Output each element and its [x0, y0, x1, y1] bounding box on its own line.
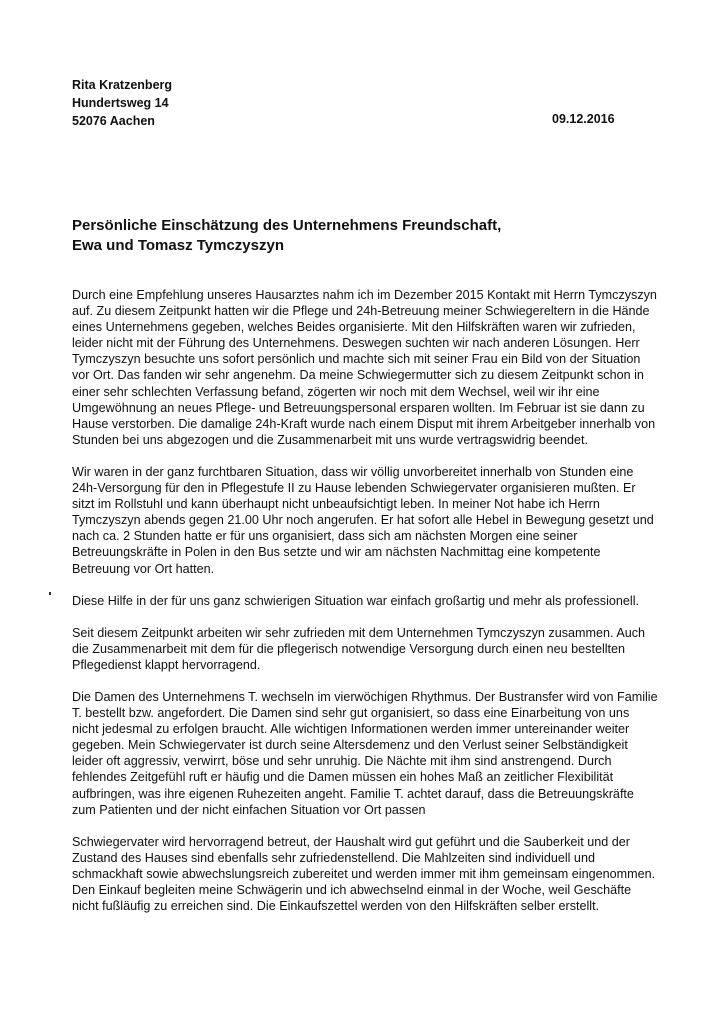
letter-subject: [72, 216, 672, 256]
sender-name: Rita Kratzenberg: [72, 78, 173, 92]
subject-line-2: Ewa und Tomasz Tymczyszyn: [72, 237, 284, 254]
letter-date: 09.12.2016: [552, 112, 615, 126]
sender-city: 52076 Aachen: [72, 114, 155, 128]
body-paragraph-4: Seit diesem Zeitpunkt arbeiten wir sehr zufrieden mit dem Unternehmen Tymczyszyn zusammen. Auch die Zusammenarbeit mit dem für die pflegerisch notwendige Versorgung durch einen neu bestellten Pflegedienst klappt hervorragend.: [72, 625, 646, 672]
body-paragraph-1: Durch eine Empfehlung unseres Hausarztes nahm ich im Dezember 2015 Kontakt mit Herrn Tymczyszyn auf. Zu diesem Zeitpunkt hatten wir die Pflege und 24h-Betreuung meiner Schwiegereltern in die Hände eines Unternehmens gegeben, welches Beides organisierte. Mit den Hilfskräften waren wir zufrieden, leider nicht mit der Führung des Unternehmens. Deswegen suchten wir nach anderen Lösungen. Herr Tymczyszyn besuchte uns sofort persönlich und machte sich mit seiner Frau ein Bild von der Situation vor Ort. Das fanden wir sehr angenehm. Da meine Schwiegermutter sich zu diesem Zeitpunkt schon in einer sehr schlechten Verfassung befand, zögerten wir noch mit dem Wechsel, weil wir ihr eine Umgewöhnung an neues Pflege- und Betreuungspersonal ersparen wollten. Im Februar ist sie dann zu Hause verstorben. Die damalige 24h-Kraft wurde nach einem Disput mit ihrem Arbeitgeber innerhalb von Stunden bei uns abgezogen und die Zusammenarbeit mit uns wurde vertragswidrig beendet.: [72, 288, 657, 447]
body-paragraph-6: Schwiegervater wird hervorragend betreut, der Haushalt wird gut geführt und die Sauberkeit und der Zustand des Hauses sind ebenfalls sehr zufriedenstellend. Die Mahlzeiten sind individuell und schmackhaft sowie abwechslungsreich zubereitet und werden immer mit ihm gemeinsam eingenommen. Den Einkauf begleiten meine Schwägerin und ich abwechselnd einmal in der Woche, weil Geschäfte nicht fußläufig zu erreichen sind. Die Einkaufszettel werden von den Hilfskräften selber erstellt.: [72, 834, 656, 914]
body-paragraph-5: Die Damen des Unternehmens T. wechseln im vierwöchigen Rhythmus. Der Bustransfer wird von Familie T. bestellt bzw. angefordert. Die Damen sind sehr gut organisiert, so dass eine Einarbeitung von uns nicht jedesmal zu erfolgen braucht. Alle wichtigen Informationen werden immer untereinander weiter gegeben. Mein Schwiegervater ist durch seine Altersdemenz und den Verlust seiner Selbständigkeit leider oft aggressiv, verwirrt, böse und sehr unruhig. Die Nächte mit ihm sind anstrengend. Durch fehlendes Zeitgefühl ruft er häufig und die Damen müssen ein hohes Maß an zeitlicher Flexibilität aufbringen, was ihre eigenen Ruhezeiten angeht. Familie T. achtet darauf, dass die Betreuungskräfte zum Patienten und der nicht einfachen Situation vor Ort passen: [72, 689, 658, 817]
body-paragraph-2: Wir waren in der ganz furchtbaren Situation, dass wir völlig unvorbereitet innerhalb von Stunden eine 24h-Versorgung für den in Pflegestufe II zu Hause lebenden Schwiegervater organisieren mußten. Er sitzt im Rollstuhl und kann überhaupt nicht unbeaufsichtigt leben. In meiner Not habe ich Herrn Tymczyszyn abends gegen 21.00 Uhr noch angerufen. Er hat sofort alle Hebel in Bewegung gesetzt und nach ca. 2 Stunden hatte er für uns organisiert, dass sich am nächsten Morgen eine seiner Betreuungskräfte in Polen in den Bus setzte und wir am nächsten Nachmittag eine kompetente Betreuung vor Ort hatten.: [72, 464, 654, 576]
scan-speck: [49, 592, 51, 595]
sender-address-block: [72, 76, 172, 130]
body-paragraph-3: Diese Hilfe in der für uns ganz schwierigen Situation war einfach großartig und mehr als professionell.: [72, 593, 640, 608]
subject-line-1: Persönliche Einschätzung des Unternehmens Freundschaft,: [72, 217, 502, 234]
sender-street: Hundertsweg 14: [72, 96, 169, 110]
letter-body: [72, 287, 658, 930]
